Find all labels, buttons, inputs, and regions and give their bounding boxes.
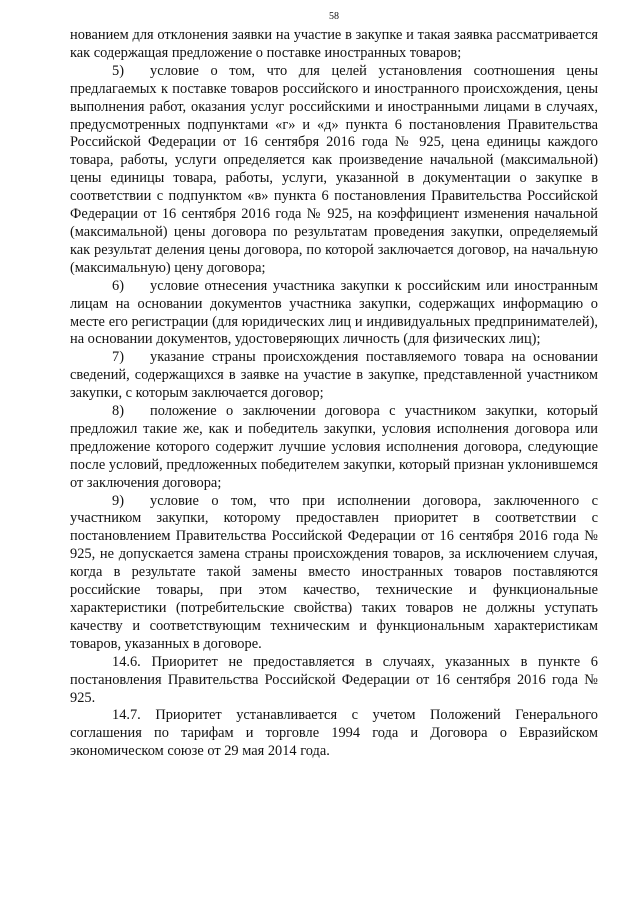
list-item-number: 5) [112, 62, 124, 79]
list-item-number: 8) [112, 403, 124, 420]
list-item-text: указание страны происхождения поставляемого товара на основании сведений, содержащихся в заявке на участие в закупке, представленной участником закупки, с которым заключается договор; [70, 349, 598, 402]
list-item-text: условие отнесения участника закупки к российским или иностранным лицам на основании документов участника закупки, содержащих информацию о месте его регистрации (для юридических лиц и индивидуальных предпринимателей), на основании документов, удостоверяющих личность (для физических лиц); [70, 277, 598, 348]
list-item-9 [70, 493, 598, 654]
list-item-number: 9) [112, 492, 124, 509]
clause-14-6: 14.6. Приоритет не предоставляется в случаях, указанных в пункте 6 постановления Правительства Российской Федерации от 16 сентября 2016 года № 925. [70, 653, 598, 706]
list-item-text: условие о том, что при исполнении договора, заключенного с участником закупки, которому предоставлен приоритет в соответствии с постановлением Правительства Российской Федерации от 16 сентября 2016 года № 925, не допускается замена страны происхождения товаров, за исключением случая, когда в результате такой замены вместо иностранных товаров поставляются российские товары, при этом качество, технические и функциональные характеристики (потребительские свойства) таких товаров не должны уступать качеству и соответствующим техническим и функциональным характеристикам товаров, указанных в договоре. [70, 492, 598, 652]
page-number: 58 [329, 11, 339, 22]
list-item-text: положение о заключении договора с участником закупки, который предложил такие же, как и победитель закупки, условия исполнения договора или предложение которого содержит лучшие условия исполнения договора, следующие после условий, предложенных победителем закупки, который признан уклонившемся от заключения договора; [70, 403, 598, 491]
list-item-number: 6) [112, 277, 124, 294]
list-item-8 [70, 403, 598, 493]
continuation-paragraph: нованием для отклонения заявки на участие в закупке и такая заявка рассматривается как содержащая предложение о поставке иностранных товаров; [70, 27, 598, 61]
clause-14-7: 14.7. Приоритет устанавливается с учетом Положений Генерального соглашения по тарифам и торговле 1994 года и Договора о Евразийском экономическом союзе от 29 мая 2014 года. [70, 707, 598, 760]
list-item-7 [70, 349, 598, 403]
list-item-text: условие о том, что для целей установления соотношения цены предлагаемых к поставке товаров российского и иностранного происхождения, цены выполнения работ, оказания услуг российскими и иностранными лицами в случаях, предусмотренных подпунктами «г» и «д» пункта 6 постановления Правительства Российской Федерации от 16 сентября 2016 года № 925, цена единицы каждого товара, работы, услуги определяется как произведение начальной (максимальной) цены единицы товара, работы, услуги, указанной в документации о закупке в соответствии с подпунктом «в» пункта 6 постановления Правительства Российской Федерации от 16 сентября 2016 года № 925, на коэффициент изменения начальной (максимальной) цены договора по результатам проведения закупки, определяемый как результат деления цены договора, по которой заключается договор, на начальную (максимальную) цену договора; [70, 62, 598, 276]
list-item-6 [70, 278, 598, 350]
list-item-number: 7) [112, 349, 124, 366]
list-item-5 [70, 63, 598, 278]
document-page [70, 10, 598, 761]
